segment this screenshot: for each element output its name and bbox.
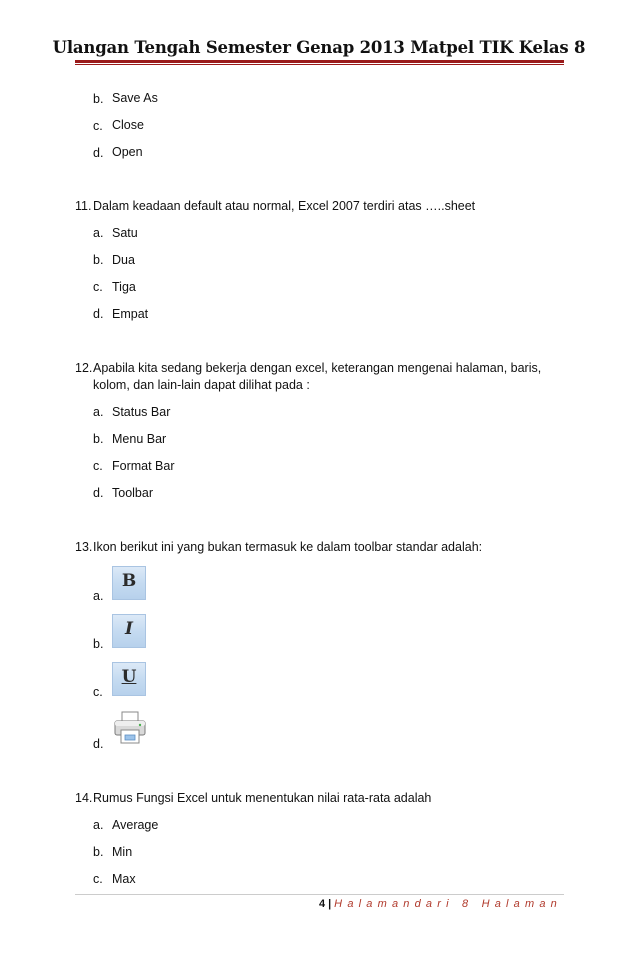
option-letter: a. — [93, 226, 104, 240]
question-number: 12. — [75, 361, 93, 375]
footer-text: Halamandari 8 Halaman — [334, 898, 562, 910]
italic-glyph: I — [125, 619, 133, 639]
header-rule-thin — [75, 64, 564, 65]
option-letter: a. — [93, 589, 104, 603]
option-text: Format Bar — [112, 459, 175, 473]
question-text: Ikon berikut ini yang bukan termasuk ke dalam toolbar standar adalah: — [93, 540, 483, 554]
option-letter: c. — [93, 872, 103, 886]
option-text: Average — [112, 818, 159, 832]
option-letter: b. — [93, 432, 104, 446]
option-text: Dua — [112, 253, 135, 267]
option-letter: c. — [93, 685, 103, 699]
option-letter: c. — [93, 119, 103, 133]
question-number: 11. — [75, 199, 92, 213]
option-letter: c. — [93, 459, 103, 473]
page-footer — [319, 898, 562, 910]
italic-icon — [112, 614, 146, 648]
option-letter: d. — [93, 486, 104, 500]
option-text: Open — [112, 145, 143, 159]
option-letter: b. — [93, 845, 104, 859]
bold-glyph: B — [121, 571, 137, 591]
question-text: Rumus Fungsi Excel untuk menentukan nilai rata-rata adalah — [93, 791, 432, 805]
header-rule — [75, 60, 564, 63]
option-letter: b. — [93, 253, 104, 267]
underline-icon — [112, 662, 146, 696]
option-text: Max — [112, 872, 136, 886]
page-header-title: Ulangan Tengah Semester Genap 2013 Matpel TIK Kelas 8 — [52, 38, 586, 57]
question-number: 14. — [75, 791, 93, 805]
option-text: Tiga — [112, 280, 136, 294]
question-text-line1: Apabila kita sedang bekerja dengan excel, keterangan mengenai halaman, baris, — [93, 361, 542, 375]
option-text: Menu Bar — [112, 432, 167, 446]
option-text: Satu — [112, 226, 138, 240]
question-text-line2: kolom, dan lain-lain dapat dilihat pada : — [93, 378, 310, 392]
option-letter: b. — [93, 637, 104, 651]
option-text: Min — [112, 845, 133, 859]
option-letter: a. — [93, 818, 104, 832]
question-number: 13. — [75, 540, 93, 554]
option-text: Toolbar — [112, 486, 153, 500]
option-text: Empat — [112, 307, 149, 321]
question-text: Dalam keadaan default atau normal, Excel 2007 terdiri atas …..sheet — [93, 199, 476, 213]
underline-glyph: U — [121, 667, 137, 687]
option-text: Status Bar — [112, 405, 171, 419]
page-number: 4 — [318, 898, 326, 910]
option-letter: b. — [93, 92, 104, 106]
option-letter: d. — [93, 146, 104, 160]
option-letter: d. — [93, 737, 104, 751]
option-letter: a. — [93, 405, 104, 419]
option-text: Save As — [112, 91, 158, 105]
bold-icon — [112, 566, 146, 600]
option-text: Close — [112, 118, 144, 132]
footer-separator: | — [328, 898, 332, 910]
printer-icon — [112, 710, 148, 746]
option-letter: d. — [93, 307, 104, 321]
footer-rule — [75, 894, 564, 895]
option-letter: c. — [93, 280, 103, 294]
